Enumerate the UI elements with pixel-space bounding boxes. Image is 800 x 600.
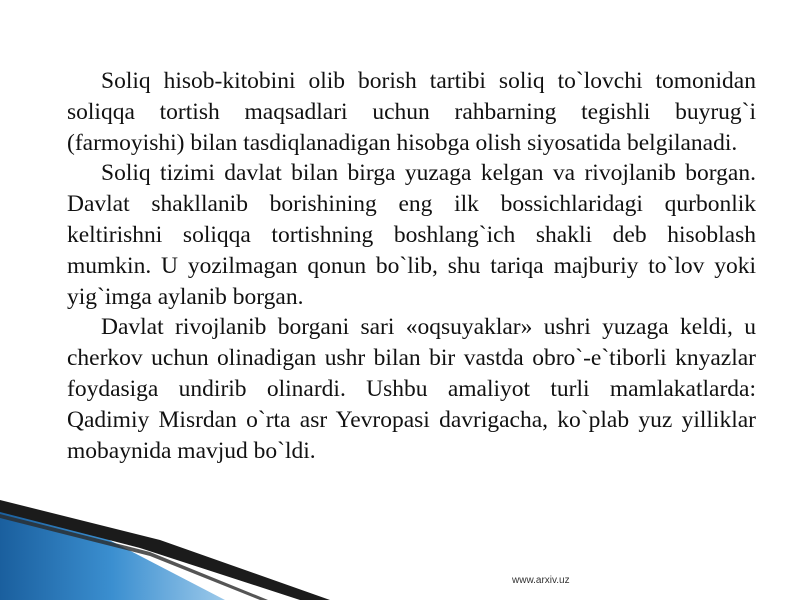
paragraph-3: Davlat rivojlanib borgani sari «oqsuyaklar» ushri yuzaga keldi, u cherkov uchun olinadigan ushr bilan bir vastda obro`-e`tiborli knyazlar foydasiga undirib olinardi. Ushbu amaliyot turli mamlakatlarda: Qadimiy Misrdan o`rta asr Yevropasi davrigacha, ko`plab yuz yilliklar mobaynida mavjud bo`ldi. xyxy=(67,314,756,464)
paragraph-1: Soliq hisob-kitobini olib borish tartibi soliq to`lovchi tomonidan soliqqa tortish maqsadlari uchun rahbarning tegishli buyrug`i (farmoyishi) bilan tasdiqlanadigan hisobga olish siyosatida belgilanadi. xyxy=(67,68,756,156)
paragraph-2: Soliq tizimi davlat bilan birga yuzaga kelgan va rivojlanib borgan. Davlat shakllanib borishining eng ilk bossichlaridagi qurbonlik keltirishni soliqqa tortishning boshlang`ich shakli deb hisoblash mumkin. U yozilmagan qonun bo`lib, shu tariqa majburiy to`lov yoki yig`imga aylanib borgan. xyxy=(67,160,756,310)
watermark-text: www.arxiv.uz xyxy=(512,575,570,586)
document-body xyxy=(67,66,756,466)
